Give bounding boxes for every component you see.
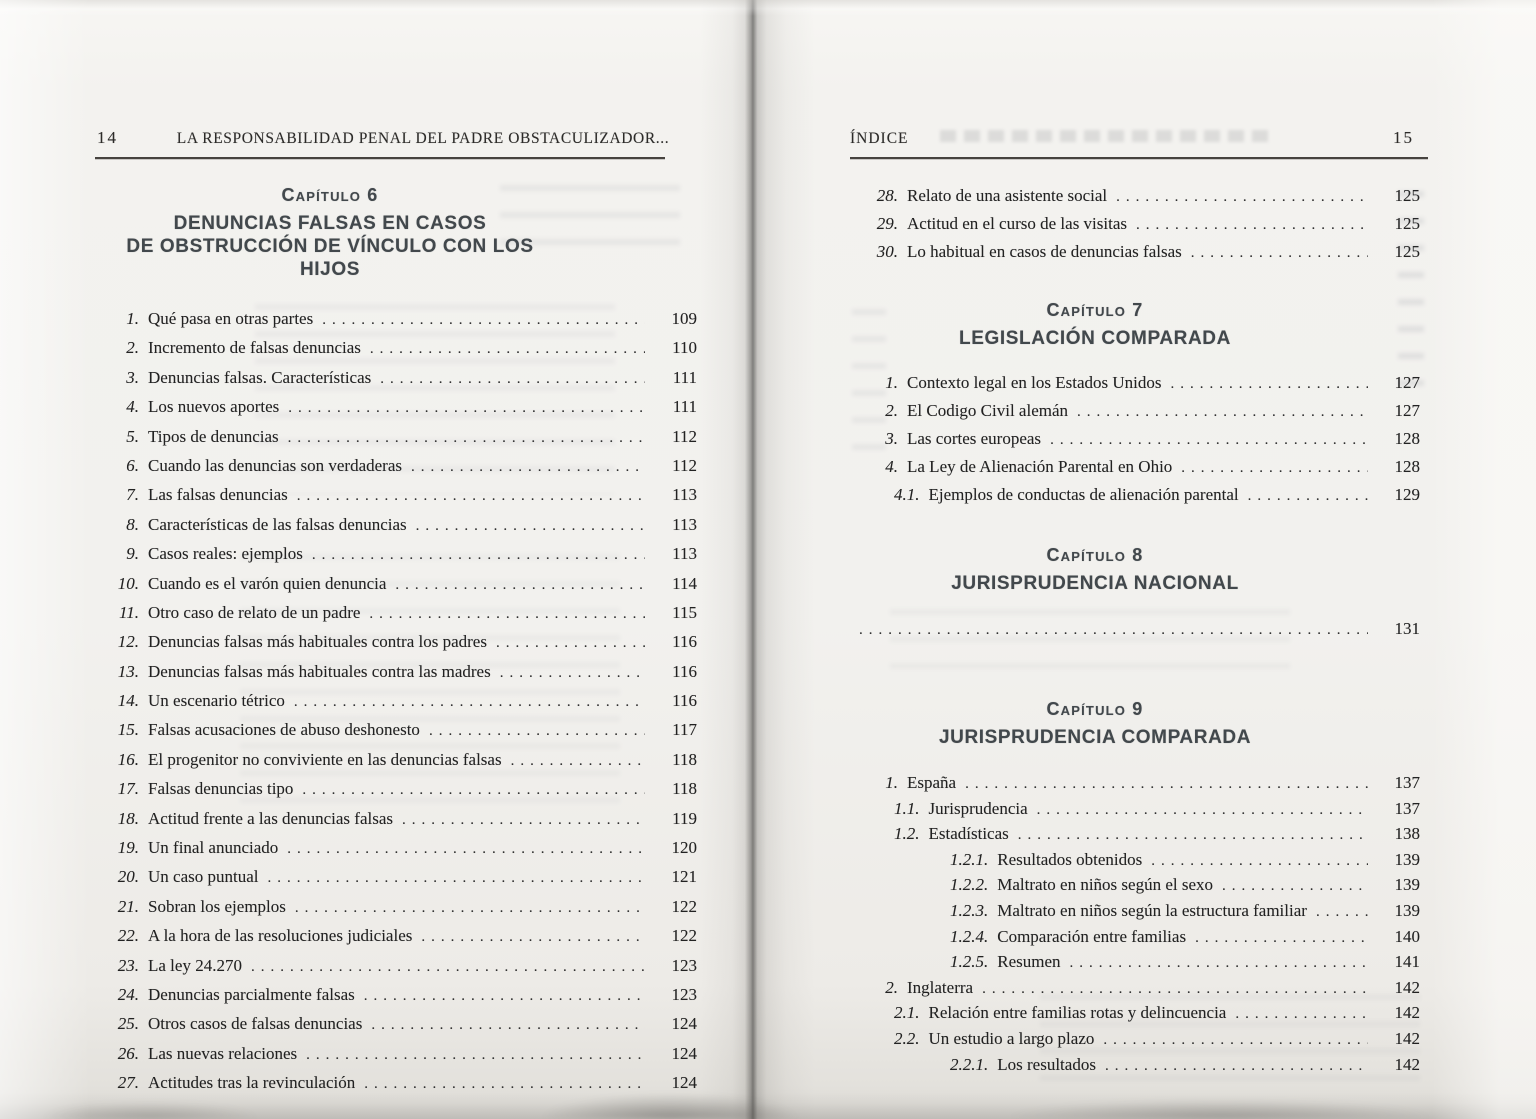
toc-item-page: 116	[672, 632, 697, 652]
toc-item-number: 4.	[885, 457, 898, 476]
toc-item-label: Características de las falsas denuncias	[148, 514, 407, 534]
dot-leader	[302, 782, 645, 799]
dot-leader	[982, 981, 1368, 998]
dot-leader	[380, 371, 645, 388]
toc-item-number: 2.	[126, 338, 139, 358]
toc-item-page: 137	[1394, 773, 1420, 792]
chapter-9-items	[850, 773, 1428, 1080]
toc-row	[95, 456, 705, 485]
toc-row	[850, 373, 1428, 401]
toc-item-number: 1.2.	[894, 824, 920, 844]
toc-item-label: Un final anunciado	[148, 838, 279, 858]
toc-item-label: Qué pasa en otras partes	[148, 309, 314, 328]
right-running-title: ÍNDICE	[850, 130, 909, 147]
toc-row	[850, 186, 1428, 214]
toc-row	[95, 867, 705, 896]
toc-row	[95, 838, 705, 867]
toc-item-page: 123	[671, 984, 697, 1004]
toc-item-label: Los resultados	[997, 1054, 1096, 1074]
toc-item-page: 127	[1394, 373, 1420, 392]
toc-item-page: 124	[671, 1014, 697, 1034]
toc-item-number: 1.2.3.	[950, 900, 989, 920]
toc-item-page: 139	[1394, 875, 1420, 895]
toc-item-number: 2.	[885, 977, 898, 997]
toc-item-number: 30.	[876, 242, 898, 261]
dot-leader	[1105, 1058, 1368, 1075]
toc-item-label: Otro caso de relato de un padre	[148, 602, 361, 622]
dot-leader	[295, 900, 645, 917]
toc-item-page: 113	[672, 514, 697, 534]
dot-leader	[287, 841, 645, 858]
toc-item-label: Cuando las denuncias son verdaderas	[148, 455, 402, 475]
dot-leader	[416, 518, 645, 535]
toc-row	[850, 799, 1428, 825]
left-toc-list	[95, 309, 705, 1103]
toc-item-page: 139	[1394, 849, 1420, 869]
toc-item-number: 1.	[885, 773, 898, 792]
toc-item-number: 18.	[117, 808, 139, 828]
toc-row	[95, 1014, 705, 1043]
dot-leader	[1316, 904, 1368, 921]
toc-item-label: A la hora de las resoluciones judiciales	[148, 926, 413, 946]
toc-item-page: 142	[1394, 1054, 1420, 1074]
toc-item-number: 16.	[117, 749, 139, 769]
toc-row	[850, 429, 1428, 457]
toc-item-page: 140	[1394, 926, 1420, 946]
toc-item-page: 113	[672, 485, 697, 505]
toc-item-label: España	[907, 773, 957, 792]
toc-item-number: 9.	[126, 544, 139, 564]
toc-item-page: 120	[671, 838, 697, 858]
toc-item-page: 116	[672, 691, 697, 711]
toc-item-number: 10.	[117, 573, 139, 593]
toc-item-number: 26.	[117, 1043, 139, 1063]
scan-edge-left	[0, 0, 90, 1119]
left-page-header	[95, 124, 705, 154]
dot-leader	[1136, 217, 1368, 234]
toc-row	[95, 691, 705, 720]
chapter-6-title-line1: DENUNCIAS FALSAS EN CASOS	[173, 213, 487, 234]
dot-leader	[402, 812, 645, 829]
dot-leader	[500, 665, 645, 682]
toc-item-page: 112	[672, 455, 697, 475]
chapter-8-title: JURISPRUDENCIA NACIONAL	[951, 573, 1239, 594]
toc-row	[95, 662, 705, 691]
toc-item-label: Denuncias falsas. Características	[148, 367, 372, 387]
toc-row	[850, 850, 1428, 876]
scan-edge-bottom	[0, 1093, 1536, 1119]
toc-item-label: Denuncias falsas más habituales contra las madres	[148, 661, 491, 681]
toc-item-label: Las cortes europeas	[907, 429, 1042, 448]
chapter-7-heading	[850, 300, 1340, 350]
toc-item-label: La Ley de Alienación Parental en Ohio	[907, 457, 1173, 476]
dot-leader	[511, 753, 645, 770]
toc-item-page: 114	[672, 573, 697, 593]
dot-leader	[288, 430, 645, 447]
toc-item-number: 2.2.1.	[950, 1054, 989, 1074]
chapter-6-title	[95, 212, 565, 281]
toc-item-number: 14.	[117, 691, 139, 711]
toc-item-label: Incremento de falsas denuncias	[148, 338, 361, 358]
dot-leader	[1037, 802, 1368, 819]
toc-item-page: 124	[671, 1073, 697, 1093]
toc-item-label: Actitud en el curso de las visitas	[907, 214, 1128, 233]
dot-leader	[411, 459, 645, 476]
toc-item-label: Sobran los ejemplos	[148, 896, 286, 916]
toc-item-label: Las falsas denuncias	[148, 485, 288, 505]
toc-row	[95, 338, 705, 367]
toc-item-label: Maltrato en niños según el sexo	[997, 875, 1214, 895]
toc-item-page: 138	[1394, 824, 1420, 844]
dot-leader	[251, 959, 645, 976]
toc-item-page: 141	[1394, 952, 1420, 972]
toc-item-label: Comparación entre familias	[997, 926, 1187, 946]
toc-item-label: Contexto legal en los Estados Unidos	[907, 373, 1162, 392]
chapter-8-items	[850, 619, 1428, 647]
dot-leader	[965, 776, 1368, 793]
chapter-7-label: Capítulo 7	[1046, 300, 1144, 320]
chapter-6-title-line2: DE OBSTRUCCIÓN DE VÍNCULO CON LOS HIJOS	[126, 236, 534, 280]
toc-item-number: 8.	[126, 514, 139, 534]
dot-leader	[1050, 432, 1368, 449]
toc-item-label: Falsas denuncias tipo	[148, 779, 294, 799]
toc-item-page: 127	[1394, 401, 1420, 420]
toc-row	[95, 309, 705, 338]
right-page	[850, 124, 1428, 1080]
toc-item-page: 116	[672, 661, 697, 681]
toc-item-label: Tipos de denuncias	[148, 426, 279, 446]
toc-row	[95, 574, 705, 603]
toc-item-page: 125	[1394, 214, 1420, 233]
toc-item-page: 124	[671, 1043, 697, 1063]
left-page-number: 14	[97, 128, 118, 147]
toc-item-number: 2.2.	[894, 1028, 920, 1048]
dot-leader	[369, 606, 645, 623]
dot-leader	[1195, 930, 1368, 947]
dot-leader	[1151, 853, 1368, 870]
toc-item-number: 2.1.	[894, 1003, 920, 1023]
toc-item-number: 27.	[117, 1073, 139, 1093]
dot-leader	[364, 988, 645, 1005]
header-rule	[850, 157, 1428, 159]
toc-item-page: 128	[1394, 429, 1420, 448]
toc-item-label: Falsas acusaciones de abuso deshonesto	[148, 720, 420, 740]
toc-row	[850, 1029, 1428, 1055]
toc-item-number: 13.	[117, 661, 139, 681]
dot-leader	[395, 577, 645, 594]
chapter-9-label: Capítulo 9	[1046, 699, 1144, 719]
toc-row	[850, 619, 1428, 647]
right-page-number: 15	[1393, 128, 1414, 147]
toc-item-number: 28.	[876, 186, 898, 205]
toc-item-label: El Codigo Civil alemán	[907, 401, 1069, 420]
dot-leader	[312, 547, 645, 564]
chapter-9-heading	[850, 699, 1340, 749]
toc-item-page: 111	[672, 367, 697, 387]
toc-item-number: 25.	[117, 1014, 139, 1034]
chapter-6-label: Capítulo 6	[281, 185, 379, 205]
toc-item-page: 112	[672, 426, 697, 446]
toc-item-page: 118	[672, 779, 697, 799]
toc-row	[850, 1003, 1428, 1029]
toc-row	[850, 401, 1428, 429]
chapter-9-title: JURISPRUDENCIA COMPARADA	[938, 727, 1252, 748]
toc-item-number: 12.	[117, 632, 139, 652]
toc-row	[95, 485, 705, 514]
toc-item-number: 15.	[117, 720, 139, 740]
toc-row	[95, 603, 705, 632]
toc-item-number: 5.	[126, 426, 139, 446]
dot-leader	[322, 312, 645, 329]
toc-item-page: 128	[1394, 457, 1420, 476]
toc-item-label: Ejemplos de conductas de alienación parental	[928, 485, 1239, 504]
dot-leader	[1077, 404, 1368, 421]
toc-row	[850, 1055, 1428, 1081]
toc-item-number: 1.	[885, 373, 898, 392]
dot-leader	[1070, 955, 1368, 972]
toc-item-number: 1.2.1.	[950, 849, 989, 869]
toc-item-label: Las nuevas relaciones	[148, 1043, 298, 1063]
toc-row	[850, 824, 1428, 850]
toc-item-label: Actitudes tras la revinculación	[148, 1073, 356, 1093]
toc-item-label: Relato de una asistente social	[907, 186, 1108, 205]
toc-item-page: 123	[671, 955, 697, 975]
toc-item-number: 20.	[117, 867, 139, 887]
header-rule	[95, 157, 665, 159]
left-page	[95, 124, 705, 1103]
toc-row	[95, 985, 705, 1014]
toc-item-number: 21.	[117, 896, 139, 916]
toc-row	[850, 773, 1428, 799]
dot-leader	[288, 400, 645, 417]
toc-row	[95, 632, 705, 661]
dot-leader	[371, 1017, 645, 1034]
toc-row	[850, 242, 1428, 270]
toc-item-page: 125	[1394, 242, 1420, 261]
dot-leader	[294, 694, 645, 711]
toc-item-label: Denuncias parcialmente falsas	[148, 984, 355, 1004]
toc-item-label: Inglaterra	[907, 977, 974, 997]
toc-row	[850, 875, 1428, 901]
scan-edge-right	[1432, 0, 1536, 1119]
toc-item-label: Lo habitual en casos de denuncias falsas	[907, 242, 1182, 261]
toc-row	[95, 1044, 705, 1073]
toc-item-label: Relación entre familias rotas y delincuencia	[928, 1003, 1227, 1023]
toc-item-number: 3.	[885, 429, 898, 448]
toc-item-number: 4.1.	[894, 485, 920, 504]
toc-row	[95, 720, 705, 749]
left-running-title: LA RESPONSABILIDAD PENAL DEL PADRE OBSTACULIZADOR...	[176, 130, 670, 147]
toc-row	[95, 926, 705, 955]
toc-item-label: Casos reales: ejemplos	[148, 544, 303, 564]
chapter-6-heading	[95, 185, 565, 281]
dot-leader	[1222, 878, 1368, 895]
toc-item-label: Otros casos de falsas denuncias	[148, 1014, 363, 1034]
dot-leader	[1191, 245, 1368, 262]
toc-row	[95, 956, 705, 985]
dot-leader	[429, 723, 645, 740]
toc-item-number: 22.	[117, 926, 139, 946]
book-gutter-shadow	[700, 0, 815, 1119]
dot-leader	[859, 622, 1368, 639]
toc-row	[850, 485, 1428, 513]
toc-row	[95, 897, 705, 926]
dot-leader	[1171, 376, 1368, 393]
dot-leader	[364, 1076, 645, 1093]
dot-leader	[1248, 488, 1368, 505]
toc-item-label: Jurisprudencia	[928, 798, 1028, 818]
dot-leader	[1181, 460, 1368, 477]
toc-items-28-30	[850, 186, 1428, 270]
toc-item-number: 7.	[126, 485, 139, 505]
toc-item-label: Actitud frente a las denuncias falsas	[148, 808, 393, 828]
toc-row	[850, 457, 1428, 485]
toc-row	[850, 978, 1428, 1004]
toc-item-label: Un estudio a largo plazo	[928, 1028, 1095, 1048]
toc-item-number: 1.	[126, 309, 139, 328]
toc-item-label: Resumen	[997, 952, 1061, 972]
toc-row	[95, 397, 705, 426]
chapter-7-title: LEGISLACIÓN COMPARADA	[959, 328, 1231, 349]
toc-item-page: 113	[672, 544, 697, 564]
toc-row	[95, 427, 705, 456]
toc-item-number: 4.	[126, 397, 139, 417]
toc-item-label: Un caso puntual	[148, 867, 259, 887]
toc-item-number: 2.	[885, 401, 898, 420]
toc-item-number: 3.	[126, 367, 139, 387]
toc-item-label: Un escenario tétrico	[148, 691, 285, 711]
toc-item-number: 1.1.	[894, 798, 920, 818]
right-page-header	[850, 124, 1428, 154]
toc-item-label: Resultados obtenidos	[997, 849, 1143, 869]
toc-item-number: 6.	[126, 455, 139, 475]
toc-item-page: 118	[672, 749, 697, 769]
toc-item-page: 119	[672, 808, 697, 828]
toc-item-page: 139	[1394, 900, 1420, 920]
toc-item-number: 1.2.4.	[950, 926, 989, 946]
toc-item-number: 24.	[117, 984, 139, 1004]
toc-row	[95, 515, 705, 544]
dot-leader	[267, 870, 645, 887]
toc-item-number: 17.	[117, 779, 139, 799]
toc-row	[95, 544, 705, 573]
dot-leader	[306, 1047, 645, 1064]
toc-item-number: 29.	[876, 214, 898, 233]
toc-row	[850, 901, 1428, 927]
toc-item-number: 1.2.2.	[950, 875, 989, 895]
toc-item-page: 122	[671, 896, 697, 916]
toc-row	[95, 368, 705, 397]
toc-item-page: 142	[1394, 1028, 1420, 1048]
toc-row	[850, 927, 1428, 953]
dot-leader	[1018, 827, 1368, 844]
toc-item-page: 121	[671, 867, 697, 887]
chapter-7-items	[850, 373, 1428, 513]
toc-item-page: 129	[1394, 485, 1420, 504]
dot-leader	[1235, 1006, 1368, 1023]
dot-leader	[496, 635, 645, 652]
dot-leader	[370, 341, 645, 358]
toc-item-label: Maltrato en niños según la estructura familiar	[997, 900, 1307, 920]
chapter-8-heading	[850, 545, 1340, 595]
scan-edge-top	[0, 0, 1536, 16]
toc-item-number: 11.	[119, 602, 139, 622]
toc-row	[850, 214, 1428, 242]
toc-item-page: 117	[672, 720, 697, 740]
toc-item-page: 131	[1394, 619, 1420, 638]
toc-item-page: 125	[1394, 186, 1420, 205]
toc-row	[95, 779, 705, 808]
toc-item-page: 137	[1394, 798, 1420, 818]
toc-item-page: 111	[672, 397, 697, 417]
toc-row	[95, 809, 705, 838]
dot-leader	[1116, 189, 1368, 206]
toc-row	[850, 952, 1428, 978]
chapter-8-label: Capítulo 8	[1046, 545, 1144, 565]
toc-item-label: Los nuevos aportes	[148, 397, 280, 417]
toc-item-page: 142	[1394, 1003, 1420, 1023]
toc-item-page: 142	[1394, 977, 1420, 997]
toc-item-number: 23.	[117, 955, 139, 975]
toc-item-label: La ley 24.270	[148, 955, 242, 975]
toc-item-page: 122	[671, 926, 697, 946]
toc-item-label: Cuando es el varón quien denuncia	[148, 573, 387, 593]
toc-item-number: 1.2.5.	[950, 952, 989, 972]
toc-row	[95, 750, 705, 779]
dot-leader	[297, 488, 645, 505]
dot-leader	[421, 929, 645, 946]
toc-item-label: Denuncias falsas más habituales contra los padres	[148, 632, 487, 652]
toc-item-page: 110	[672, 338, 697, 358]
dot-leader	[1103, 1032, 1368, 1049]
toc-item-label: Estadísticas	[928, 824, 1009, 844]
toc-item-number: 19.	[117, 838, 139, 858]
toc-item-page: 115	[672, 602, 697, 622]
toc-item-page: 109	[671, 309, 697, 328]
toc-item-label: El progenitor no conviviente en las denuncias falsas	[148, 749, 502, 769]
